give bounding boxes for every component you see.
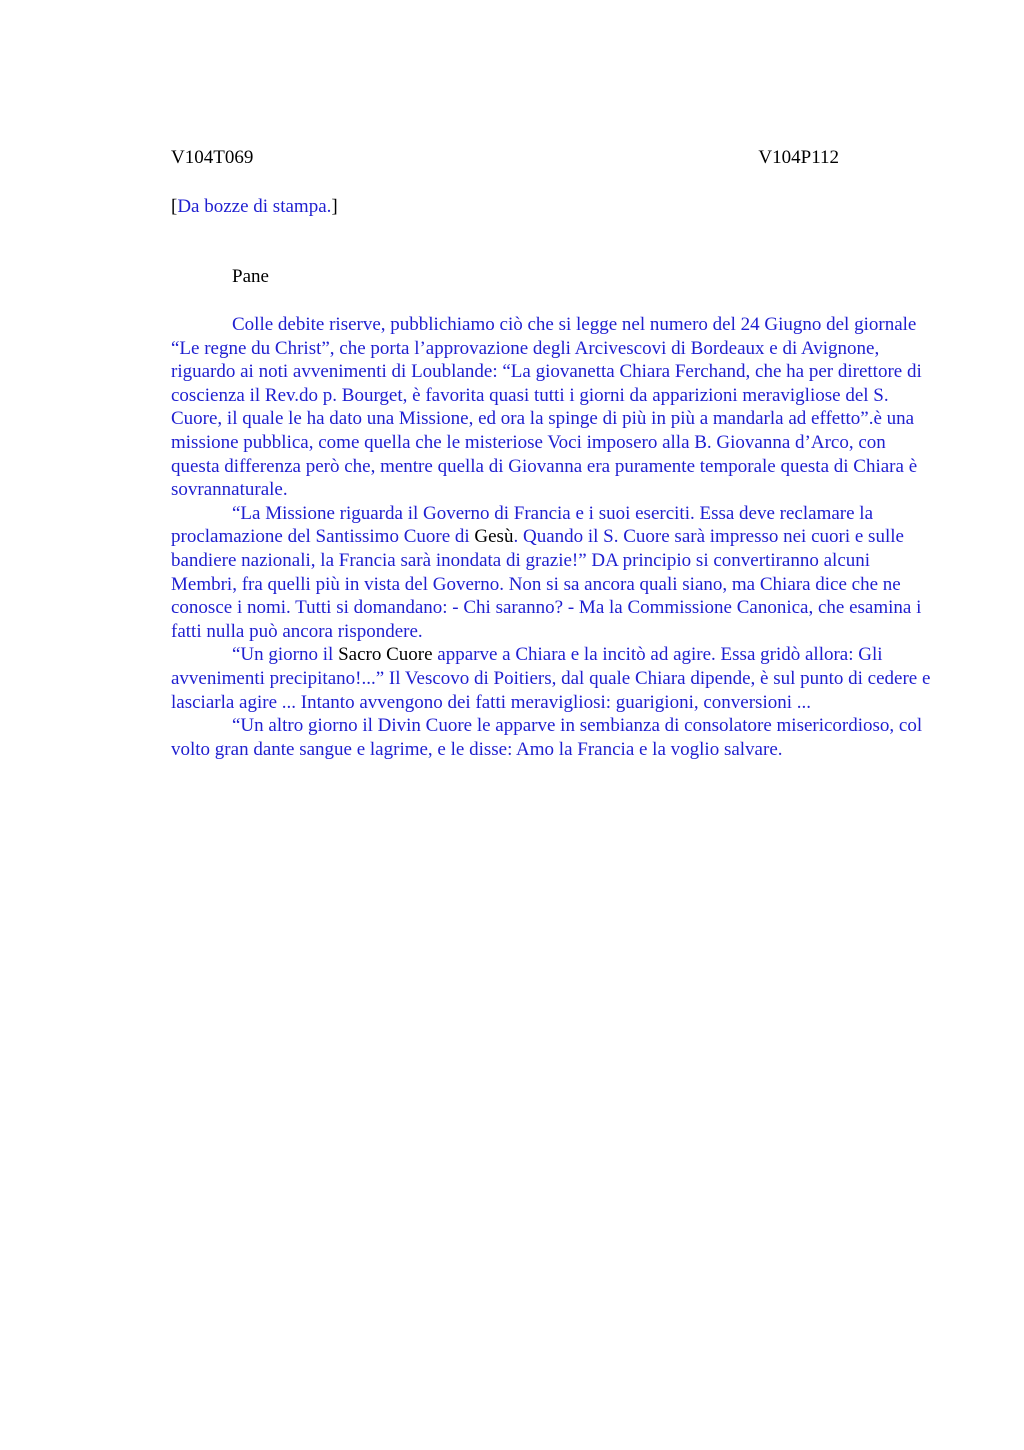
document-title: Pane: [232, 266, 269, 287]
source-note: [171, 195, 338, 219]
transcribed-text-segment: “Un altro giorno il Divin Cuore le apparve in sembianza di consolatore misericordioso, col volto gran dante sangue e lagrime, e le disse: Amo la Francia e la voglio salvare.: [171, 715, 923, 760]
body-paragraph: [171, 714, 931, 761]
body-paragraph: [171, 502, 931, 644]
transcribed-text-segment: “La Missione riguarda il Governo di Francia e i suoi eserciti. Essa deve reclamare la proclamazione del Santissimo Cuore di: [171, 502, 874, 548]
editorial-text-segment: Sacro Cuore: [338, 644, 433, 666]
body-paragraph: [171, 643, 931, 714]
source-note-close-bracket: ]: [331, 196, 338, 217]
transcribed-text-segment: . Quando il S. Cuore sarà impresso nei cuori e sulle bandiere nazionali, la Francia sarà inondata di grazie!” DA principio si convertiranno alcuni Membri, fra quelli più in vista del Governo. Non si sa ancora quali siano, ma Chiara dice che ne conosce i nomi. Tutti si domandano: - Chi saranno? - Ma la Commissione Canonica, che esamina i fatti nulla può ancora rispondere.: [171, 526, 922, 642]
transcribed-text-segment: “Un giorno il: [232, 644, 339, 666]
source-note-open-bracket: [: [171, 196, 178, 217]
editorial-text-segment: Gesù: [474, 526, 514, 548]
document-code: V104T069: [171, 147, 254, 168]
transcribed-text-segment: Colle debite riserve, pubblichiamo ciò che si legge nel numero del 24 Giugno del giornale “Le regne du Christ”, che porta l’approvazione degli Arcivescovi di Bordeaux e di Avignone, riguardo ai noti avvenimenti di Loublande: “La giovanetta Chiara Ferchand, che ha per direttore di coscienza il Rev.do p. Bourget, è favorita quasi tutti i giorni da apparizioni meravigliose del S. Cuore, il quale le ha dato una Missione, ed ora la spinge di più in più a mandarla ad effetto”.è una missione pubblica, come quella che le misteriose Voci imposero alla B. Giovanna d’Arco, con questa differenza però che, mentre quella di Giovanna era puramente temporale questa di Chiara è sovrannaturale.: [171, 314, 922, 501]
body-paragraph: [171, 313, 931, 502]
page-code: V104P112: [758, 147, 839, 168]
transcribed-text-segment: apparve a Chiara e la incitò ad agire. Essa gridò allora: Gli avvenimenti precipitano!...” Il Vescovo di Poitiers, dal quale Chiara dipende, è sul punto di cedere e lasciarla agire ... Intanto avvengono dei fatti meravigliosi: guarigioni, conversioni ...: [171, 644, 931, 713]
body-text: [171, 313, 931, 761]
source-note-text: Da bozze di stampa.: [177, 196, 332, 217]
